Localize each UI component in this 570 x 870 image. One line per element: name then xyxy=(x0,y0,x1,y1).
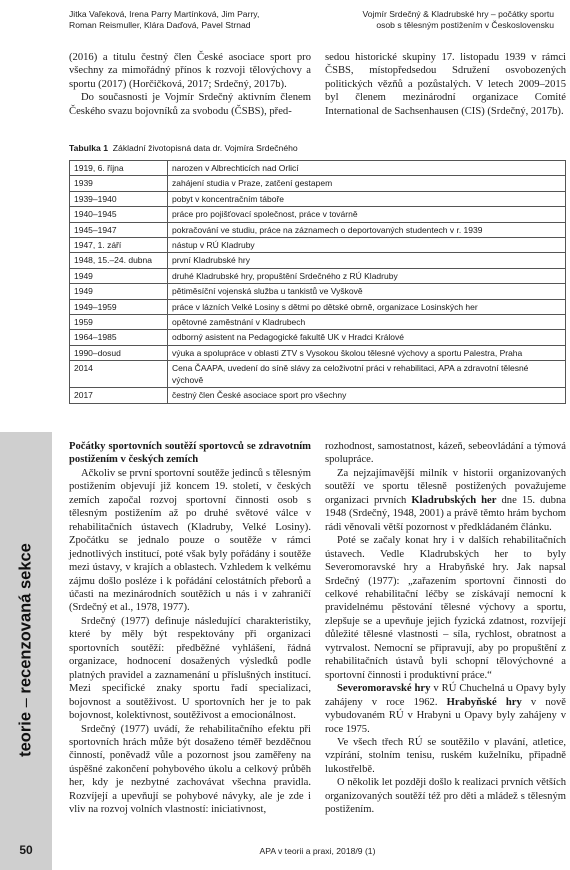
table-cell-event: práce pro pojišťovací společnost, práce v továrně xyxy=(168,207,566,222)
emphasis-kladrubske-hry: Kladrubských her xyxy=(411,494,497,506)
header-title-line-1: Vojmír Srdečný & Kladrubské hry – počátky sportu xyxy=(362,9,554,19)
table-cell-event: pětiměsíční vojenská služba u tankistů ve Vyškově xyxy=(168,284,566,299)
table-cell-date: 1990–dosud xyxy=(70,345,168,360)
table-row xyxy=(70,207,566,222)
header-title-line-2: osob s tělesným postižením v Československu xyxy=(376,20,554,30)
table-cell-date: 1948, 15.–24. dubna xyxy=(70,253,168,268)
table-cell-date: 1959 xyxy=(70,315,168,330)
body-paragraph: sedou historické skupiny 17. listopadu 1939 v rámci ČSBS, místopředsedou Sdružení osvobozených politických vězňů a pozůstalých. V letech 2009–2015 byl členem mezinárodní organizace Comité International de Sachsenhausen (CIS) (Srdečný, 2017b). xyxy=(325,52,566,117)
table-cell-event: práce v lázních Velké Losiny s dětmi po dětské obrně, organizace Losinských her xyxy=(168,299,566,314)
sidebar-word-recenzovana: recenzovaná sekce xyxy=(16,543,35,694)
table-cell-event: pokračování ve studiu, práce na záznamech o deportovaných studentech v r. 1939 xyxy=(168,222,566,237)
table-cell-date: 1949 xyxy=(70,284,168,299)
bottom-left-column xyxy=(69,440,311,817)
section-heading: Počátky sportovních soutěží sportovců se zdravotním postižením v českých zemích xyxy=(69,441,311,466)
table-row xyxy=(70,388,566,403)
table-cell-date: 1949–1959 xyxy=(70,299,168,314)
table-cell-date: 1945–1947 xyxy=(70,222,168,237)
table-row xyxy=(70,315,566,330)
table-caption-text: Základní životopisná data dr. Vojmíra Srdečného xyxy=(112,143,298,153)
sidebar-dash: – xyxy=(16,693,35,712)
running-header-authors xyxy=(69,9,259,31)
table-row xyxy=(70,222,566,237)
body-paragraph: rozhodnost, samostatnost, kázeň, sebeovládání a týmová spolupráce. xyxy=(325,441,566,466)
table-cell-date: 2017 xyxy=(70,388,168,403)
table-cell-event: zahájení studia v Praze, zatčení gestapem xyxy=(168,176,566,191)
table-cell-date: 1919, 6. října xyxy=(70,161,168,176)
emphasis-hrabynske-hry: Hrabyňské hry xyxy=(446,696,522,708)
table-row xyxy=(70,330,566,345)
table-row xyxy=(70,191,566,206)
table-cell-date: 1939–1940 xyxy=(70,191,168,206)
table-cell-event: první Kladrubské hry xyxy=(168,253,566,268)
biography-table xyxy=(69,160,566,404)
table-cell-event: narozen v Albrechticích nad Orlicí xyxy=(168,161,566,176)
table-cell-event: pobyt v koncentračním táboře xyxy=(168,191,566,206)
top-left-column xyxy=(69,51,311,118)
body-paragraph: Srdečný (1977) definuje následující charakteristiky, které by měly být respektovány při organizaci sportovních soutěží: předběžné vyhlášení, řádná organizace, hodnocení dosažených výsledků podle platných pravidel a zaznamenání u příslušných institucí. Mezi specifické znaky sportu řadí specializaci, bojovnost a soutěživost. U sportovních her je to pak bojovnost, kolektivnost, soutěživost a emocionálnost. xyxy=(69,615,311,722)
header-authors-line-2: Roman Reismuller, Klára Daďová, Pavel Strnad xyxy=(69,20,251,30)
table-cell-event: výuka a spolupráce v oblasti ZTV s Vysokou školou tělesné výchovy a sportu Palestra, Praha xyxy=(168,345,566,360)
page-number: 50 xyxy=(19,843,33,857)
bottom-right-column xyxy=(325,440,566,817)
top-right-column xyxy=(325,51,566,118)
table-row xyxy=(70,238,566,253)
table-cell-date: 1964–1985 xyxy=(70,330,168,345)
table-row xyxy=(70,253,566,268)
body-paragraph: Do současnosti je Vojmír Srdečný aktivním členem Českého svazu bojovníků za svobodu (ČSBS), před- xyxy=(69,92,311,117)
table-row xyxy=(70,176,566,191)
text-run: v RÚ Chuchelná u Opavy byly zahájeny v roce 1962. xyxy=(325,683,566,708)
table-row xyxy=(70,361,566,388)
table-cell-event: nástup v RÚ Kladruby xyxy=(168,238,566,253)
sidebar-word-teorie: teorie xyxy=(16,711,35,757)
table-cell-date: 1940–1945 xyxy=(70,207,168,222)
body-paragraph: Srdečný (1977) uvádí, že rehabilitačního efektu při sportovních hrách může být dosaženo téměř bezděčnou činností, poněvadž vůle a pozornost jsou zaměřeny na úspěšné zakončení pohybového úkolu a celkový průběh her, kdy je nezbytné zachovávat všechna pravidla. Rozvíjejí a upevňují se pohybové návyky, ale je zde i vliv na rozvoj volních vlastností: iniciativnost, xyxy=(69,723,311,816)
body-paragraph: Ve všech třech RÚ se soutěžilo v plavání, atletice, vzpírání, stolním tenisu, ruském kuželníku, připadně lukostřelbě. xyxy=(325,736,566,775)
body-paragraph: Poté se začaly konat hry i v dalších rehabilitačních ústavech. Vedle Kladrubských her to byly Severomoravské hry a Hrabyňské hry. Jak napsal Srdečný (1977): „zařazením sportovní činnosti do celkové rehabilitační léčby se získávají nemocní k pravidelnému pěstování tělesné výchovy a sportu, zlepšuje se a upevňuje jejich fyzická zdatnost, rozvíjejí důležité tělesné vlastnosti – síla, rychlost, obratnost a vytrvalost. Nemocní se připravují, aby po propuštění z rehabilitačních ústavů byli schopní tělovýchovné a sportovní činnosti i produktivní práce.“ xyxy=(325,535,566,681)
section-sidebar-label xyxy=(17,543,36,757)
table-row xyxy=(70,299,566,314)
table-cell-date: 1947, 1. září xyxy=(70,238,168,253)
running-header-title xyxy=(362,9,554,31)
text-run: v nově vybudovaném RÚ v Hrabyni u Opavy byly zahájeny v roce 1975. xyxy=(325,696,566,735)
table-caption xyxy=(69,143,298,153)
text-run: Za nejzajímavější milník v historii organizovaných soutěží ve sportu tělesně postižených považujeme organizaci prvních xyxy=(325,467,566,506)
emphasis-severomoravske-hry: Severomoravské hry xyxy=(337,683,431,695)
body-paragraph xyxy=(325,682,566,736)
body-paragraph: (2016) a titulu čestný člen České asociace sport pro všechny za mimořádný přínos k rozvoji tělovýchovy a sportu (2017) (Horčičková, 2017; Srdečný, 2017b). xyxy=(69,52,311,90)
journal-footer: APA v teorii a praxi, 2018/9 (1) xyxy=(259,846,376,856)
table-cell-date: 1949 xyxy=(70,268,168,283)
body-paragraph: Ačkoliv se první sportovní soutěže jedinců s tělesným postižením objevují již koncem 19. století, v českých zemích započal rozvoj sportovní činnosti osob s tělesným postižením až po druhé světové válce v rehabilitačních ústavech (Kladruby, Velké Losiny). Zpočátku se jednalo pouze o soutěže v rámci jednotlivých institucí, poté však byly pořádány i soutěže mezi ústavy, v krajích a oblastech. Vzhledem k velkému zájmu došlo posléze i k pořádání celostátních přeborů a účasti na mezinárodních soutěžích u nás i v zahraničí (Srdečný et al., 1978, 1977). xyxy=(69,467,311,614)
table-row xyxy=(70,161,566,176)
table-row xyxy=(70,284,566,299)
body-paragraph: O několik let později došlo k realizaci prvních větších organizovaných soutěží též pro děti a mládež s tělesným postižením. xyxy=(325,777,566,816)
table-cell-event: Cena ČAAPA, uvedení do síně slávy za celoživotní práci v rehabilitaci, APA a zdravotní tělesné výchově xyxy=(168,361,566,388)
header-authors-line-1: Jitka Vaľeková, Irena Parry Martínková, Jim Parry, xyxy=(69,9,260,19)
table-row xyxy=(70,345,566,360)
table-cell-event: opětovné zaměstnání v Kladrubech xyxy=(168,315,566,330)
table-caption-label: Tabulka 1 xyxy=(69,143,109,153)
table-cell-event: čestný člen České asociace sport pro všechny xyxy=(168,388,566,403)
table-cell-event: odborný asistent na Pedagogické fakultě UK v Hradci Králové xyxy=(168,330,566,345)
body-paragraph xyxy=(325,467,566,534)
table-cell-date: 1939 xyxy=(70,176,168,191)
table-cell-date: 2014 xyxy=(70,361,168,388)
table-cell-event: druhé Kladrubské hry, propuštění Srdečného z RÚ Kladruby xyxy=(168,268,566,283)
table-row xyxy=(70,268,566,283)
text-run: dne 15. dubna 1948 (Srdečný, 1948, 2001) a právě těmto hrám bychom rádi věnovali větší pozornost v předkládaném článku. xyxy=(325,494,566,533)
